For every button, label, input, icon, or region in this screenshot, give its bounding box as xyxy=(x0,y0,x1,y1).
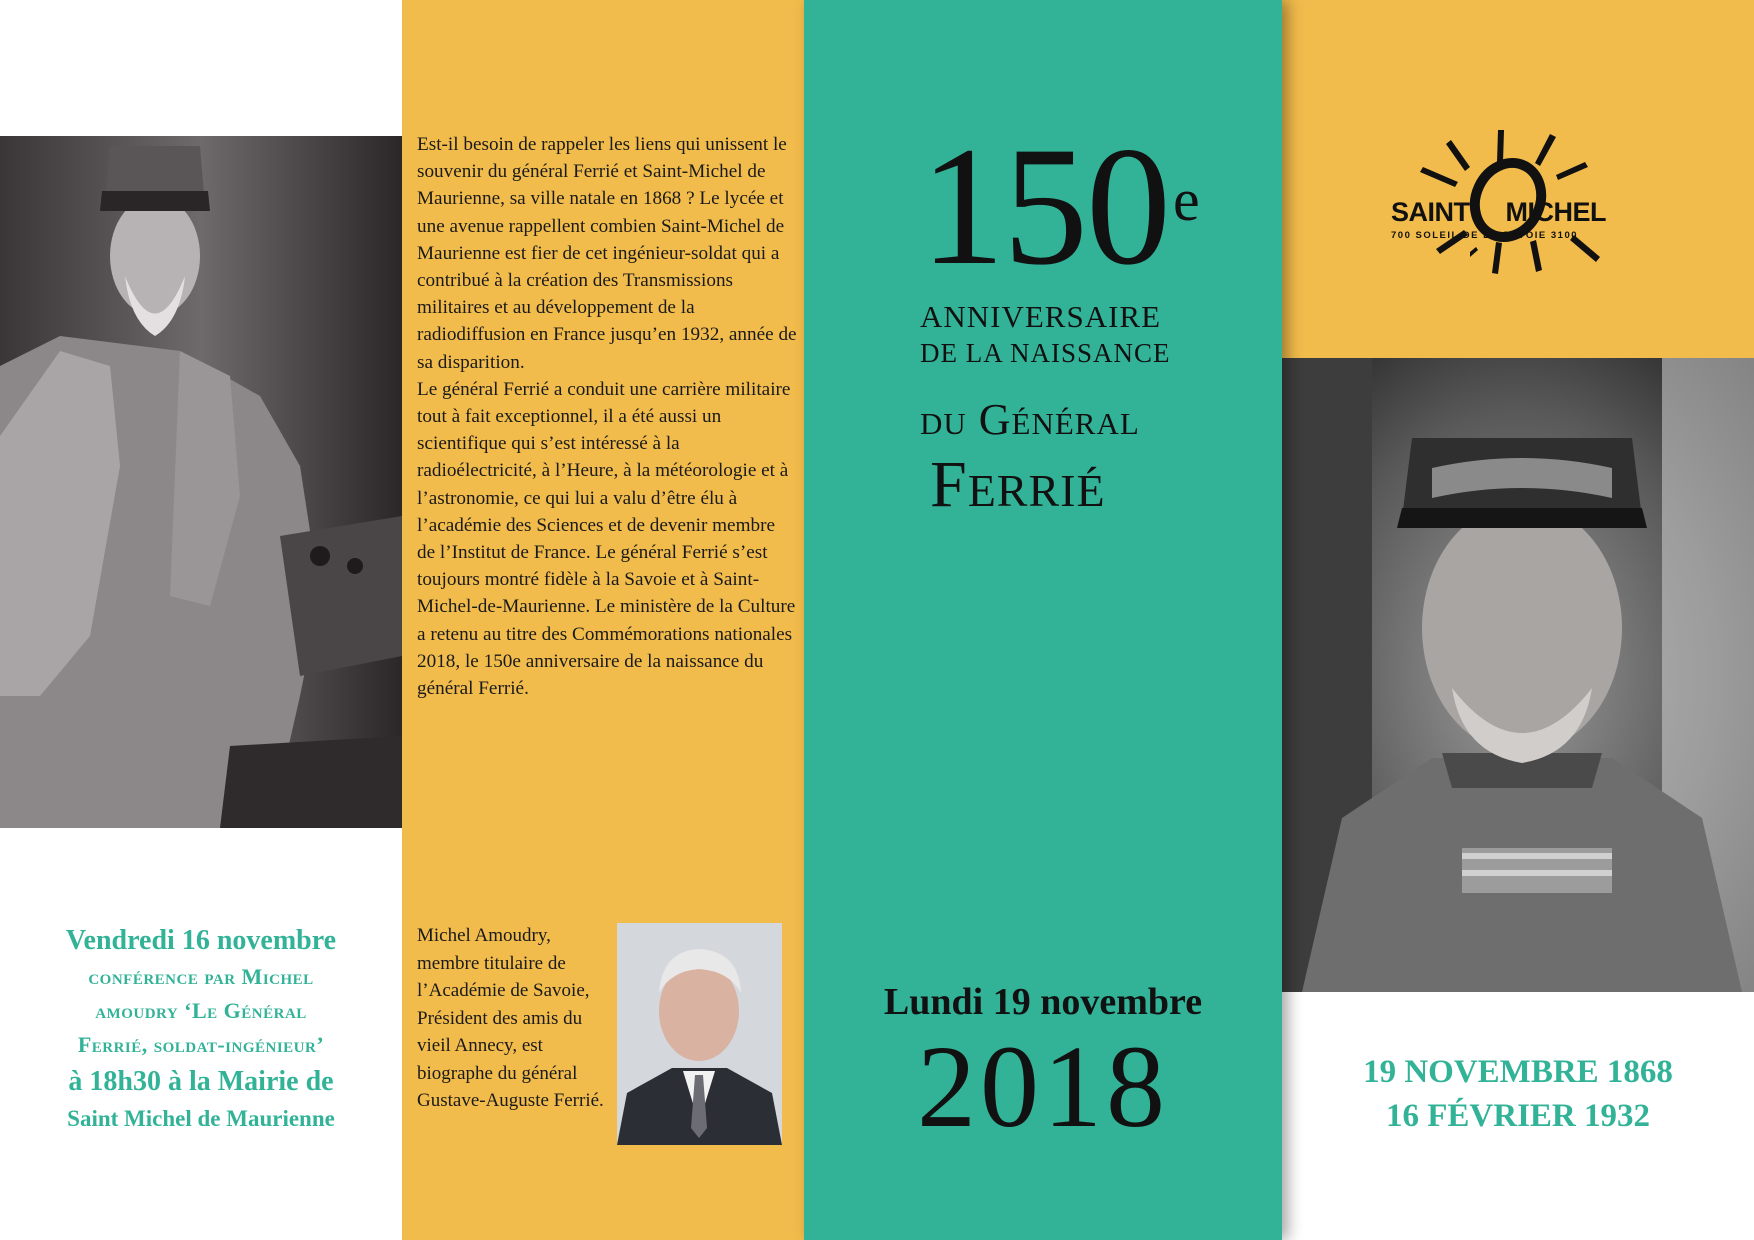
intro-text xyxy=(417,131,797,702)
author-bio: Michel Amoudry, membre titulaire de l’Académie de Savoie, Président des amis du vieil Annecy, est biographe du général Gustave-Auguste Ferrié. xyxy=(417,925,604,1111)
logo-name-left: SAINT xyxy=(1391,197,1470,227)
title-du-general: du Général xyxy=(920,395,1140,444)
event-day: Lundi 19 novembre xyxy=(883,981,1203,1023)
conference-line: conférence par Michel xyxy=(88,964,314,989)
logo-wordmark xyxy=(1391,197,1606,228)
saint-michel-logo xyxy=(1380,122,1640,282)
conference-line: amoudry ‘Le Général xyxy=(95,998,307,1023)
anniversary-suffix: e xyxy=(1173,167,1198,233)
ferrie-portrait-photo xyxy=(1282,358,1754,992)
death-date: 16 FÉVRIER 1932 xyxy=(1385,1098,1651,1134)
title-anniversaire: ANNIVERSAIRE xyxy=(920,299,1162,334)
title-naissance: DE LA NAISSANCE xyxy=(920,338,1171,368)
logo-tagline: 700 SOLEIL DE LA SAVOIE 3100 xyxy=(1391,230,1579,241)
title-ferrie: Ferrié xyxy=(930,448,1106,521)
conference-info xyxy=(0,922,402,1136)
anniversary-number xyxy=(920,112,1198,300)
anniversary-number-value: 150 xyxy=(920,112,1169,300)
event-year: 2018 xyxy=(917,1021,1169,1152)
intro-paragraph: Le général Ferrié a conduit une carrière militaire tout à fait exceptionnel, il a été aussi un scientifique qui s’est intéressé à la radioélectricité, à l’Heure, à la météorologie et à l’astronomie, ce qui lui a valu d’être élu à l’académie des Sciences et de devenir membre de l’Institut de France. Le général Ferrié s’est toujours montré fidèle à la Savoie et à Saint-Michel-de-Maurienne. Le ministère de la Culture a retenu au titre des Commémorations nationales 2018, le 150e anniversaire de la naissance du général Ferrié. xyxy=(417,378,796,700)
author-portrait-photo xyxy=(617,923,782,1145)
intro-paragraph: Est-il besoin de rappeler les liens qui unissent le souvenir du général Ferrié et Saint-Michel de Maurienne, sa ville natale en 1868 ? Le lycée et une avenue rappellent combien Saint-Michel de Maurienne est fier de cet ingénieur-soldat qui a contribué à la création des Transmissions militaires et au développement de la radiodiffusion en France jusqu’en 1932, année de sa disparition. xyxy=(417,134,797,373)
life-dates xyxy=(1282,1050,1754,1138)
ferrie-standing-photo xyxy=(0,136,402,828)
logo-name-right: MICHEL xyxy=(1505,197,1606,227)
conference-time-place: à 18h30 à la Mairie de xyxy=(68,1066,334,1097)
conference-town: Saint Michel de Maurienne xyxy=(67,1106,335,1131)
birth-date: 19 NOVEMBRE 1868 xyxy=(1363,1054,1673,1090)
conference-line: Ferrié, soldat-ingénieur’ xyxy=(77,1032,325,1057)
conference-date: Vendredi 16 novembre xyxy=(65,925,337,956)
